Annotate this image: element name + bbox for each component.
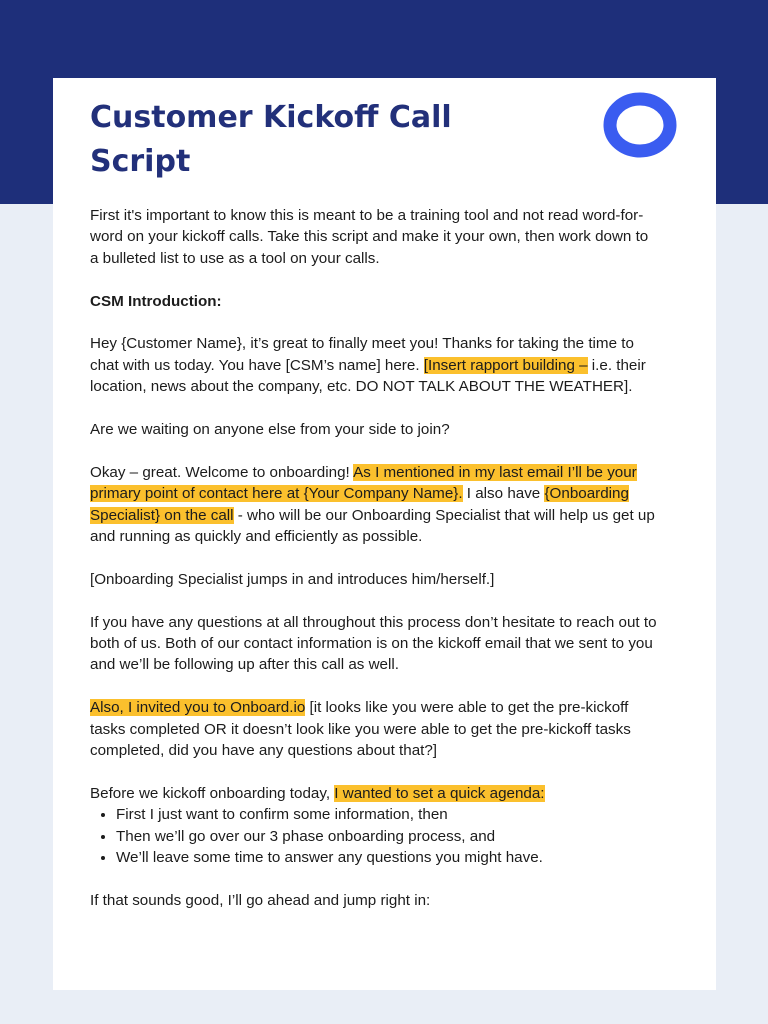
questions-paragraph: If you have any questions at all throughout this process don’t hesitate to reach out to both of us. Both of our contact information is on the kickoff email that we sent to you and we’ll be following up after this call as well.: [90, 613, 657, 674]
waiting-paragraph: Are we waiting on anyone else from your side to join?: [90, 421, 450, 439]
document-title: Customer Kickoff Call Script: [90, 100, 452, 179]
closing-paragraph: If that sounds good, I’ll go ahead and jump right in:: [90, 891, 431, 909]
welcome-text: Okay – great. Welcome to onboarding!: [90, 463, 354, 481]
onboard-invite-highlight: Also, I invited you to Onboard.io: [90, 699, 306, 717]
welcome-paragraph: [90, 462, 660, 548]
greeting-text: Hey {Customer Name}, it’s great to finally meet you! Thanks for taking the time to chat with us today. You have [CSM’s name] here.: [90, 335, 634, 374]
greeting-rest: i.e. their location, news about the company, etc. DO NOT TALK ABOUT THE WEATHER].: [90, 356, 646, 396]
intro-paragraph: First it's important to know this is meant to be a training tool and not read word-for-word on your kickoff calls. Take this script and make it your own, then work down to a bulleted list to use as a tool on your calls.: [90, 207, 649, 267]
list-item: • Then we’ll go over our 3 phase onboarding process, and: [116, 826, 660, 847]
list-item: • First I just want to confirm some information, then: [116, 804, 660, 825]
agenda-highlight: I wanted to set a quick agenda:: [334, 784, 545, 802]
script-body: [90, 205, 660, 933]
list-item: • We’ll leave some time to answer any questions you might have.: [116, 847, 660, 868]
onboard-logo-icon: [603, 92, 677, 158]
rapport-highlight: [Insert rapport building –: [423, 356, 588, 374]
agenda-text: Before we kickoff onboarding today,: [90, 784, 335, 802]
invite-rest: [it looks like you were able to get the pre-kickoff tasks completed OR it doesn’t look like you were able to get the pre-kickoff tasks completed, did you have any questions about that?]: [90, 699, 631, 760]
document-page: [53, 78, 716, 990]
csm-introduction-heading: CSM Introduction:: [90, 292, 222, 310]
contact-highlight: As I mentioned in my last email I’ll be your primary point of contact here at {Your Company Name}.: [90, 463, 637, 503]
welcome-mid: I also have: [462, 485, 545, 503]
agenda-paragraph: [90, 783, 660, 804]
specialist-note: [Onboarding Specialist jumps in and introduces him/herself.]: [90, 570, 495, 588]
specialist-highlight: {Onboarding Specialist} on the call: [90, 485, 629, 524]
welcome-rest: - who will be our Onboarding Specialist that will help us get up and running as quickly and efficiently as possible.: [90, 506, 655, 546]
invite-paragraph: [90, 697, 660, 761]
agenda-list: [90, 804, 660, 868]
greeting-paragraph: [90, 333, 660, 397]
